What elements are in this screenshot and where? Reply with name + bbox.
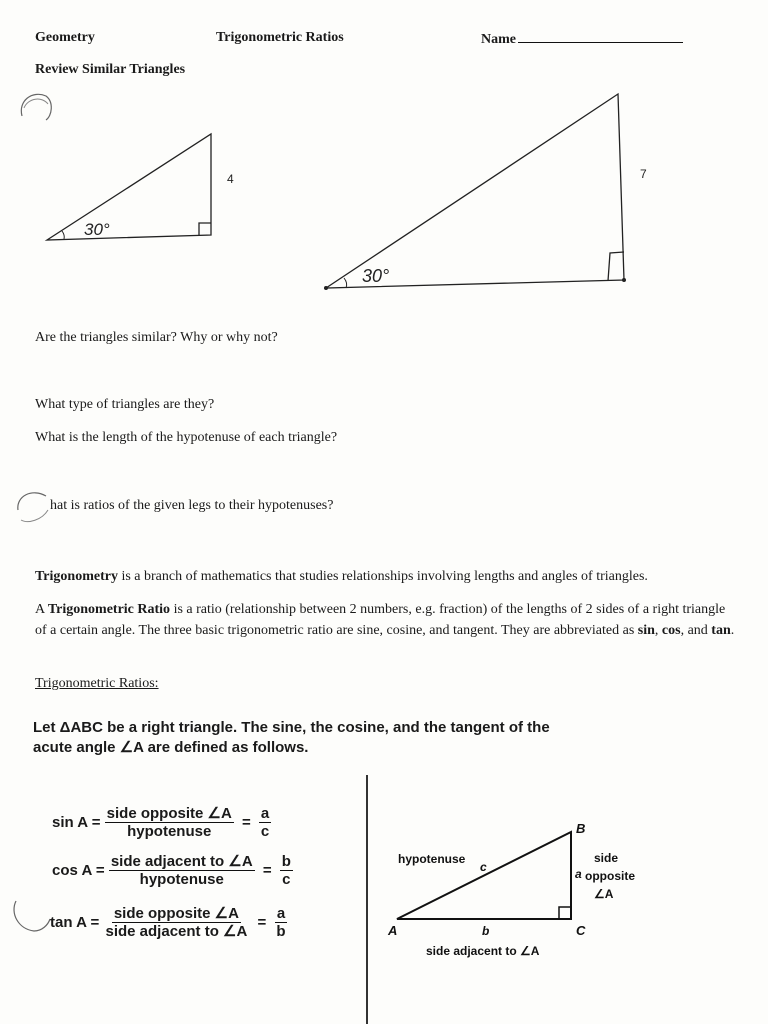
question-similar: Are the triangles similar? Why or why not? bbox=[35, 330, 278, 345]
separator: , and bbox=[680, 623, 712, 638]
side-c-label: c bbox=[480, 860, 487, 874]
hole-punch-mark bbox=[12, 484, 54, 526]
tangent-lhs: tan A = bbox=[50, 914, 100, 931]
small-triangle-figure bbox=[40, 125, 250, 255]
trigonometry-definition-text: is a branch of mathematics that studies relationships involving lengths and angles of triangles. bbox=[117, 569, 648, 584]
name-field[interactable] bbox=[481, 30, 683, 48]
trigonometry-definition bbox=[35, 566, 735, 587]
cosine-numerator: side adjacent to ∠A bbox=[110, 853, 253, 870]
abbr-tan: tan bbox=[711, 623, 731, 638]
sine-denominator: hypotenuse bbox=[127, 823, 212, 840]
intro-line-2: acute angle ∠A are defined as follows. bbox=[33, 739, 309, 756]
vertex-a-label: A bbox=[388, 923, 398, 938]
sine-fraction bbox=[105, 805, 234, 840]
abbr-sin: sin bbox=[637, 623, 655, 638]
abbr-cos: cos bbox=[661, 623, 681, 638]
large-triangle-side-label: 7 bbox=[640, 167, 647, 181]
tangent-equals: = bbox=[257, 914, 267, 931]
separator: . bbox=[730, 623, 735, 638]
side-opposite-label-2: opposite bbox=[585, 869, 635, 883]
tangent-ratio-den: b bbox=[276, 923, 286, 940]
intro-text bbox=[33, 718, 550, 758]
right-triangle-abc-diagram bbox=[380, 815, 670, 965]
ratio-prefix: A bbox=[35, 602, 48, 617]
sine-lhs: sin A = bbox=[52, 814, 101, 831]
sine-ratio-num: a bbox=[260, 805, 270, 822]
side-b-label: b bbox=[482, 924, 490, 938]
cosine-ratio-num: b bbox=[281, 853, 291, 870]
cosine-formula bbox=[52, 853, 293, 888]
trig-ratio-definition bbox=[35, 599, 735, 641]
question-hypotenuse: What is the length of the hypotenuse of each triangle? bbox=[35, 430, 338, 445]
tangent-denominator: side adjacent to ∠A bbox=[105, 923, 248, 940]
question-ratios: hat is ratios of the given legs to their hypotenuses? bbox=[50, 498, 334, 513]
side-a-label: a bbox=[575, 867, 582, 881]
hypotenuse-label: hypotenuse bbox=[398, 852, 466, 866]
small-triangle-angle: 30° bbox=[84, 220, 110, 239]
vertical-divider bbox=[366, 775, 368, 1024]
large-triangle-angle: 30° bbox=[362, 266, 390, 286]
name-label: Name bbox=[481, 32, 516, 47]
intro-line-1: Let ΔABC be a right triangle. The sine, the cosine, and the tangent of the bbox=[33, 719, 550, 736]
tangent-ratio-num: a bbox=[276, 905, 286, 922]
cosine-ratio-den: c bbox=[282, 871, 291, 888]
course-label: Geometry bbox=[35, 30, 95, 45]
question-type: What type of triangles are they? bbox=[35, 397, 215, 412]
small-triangle-side-label: 4 bbox=[227, 172, 234, 186]
name-blank-line[interactable] bbox=[518, 30, 683, 43]
side-opposite-label-1: side bbox=[594, 851, 619, 865]
cosine-fraction bbox=[109, 853, 255, 888]
ratio-definition-text: is a ratio (relationship between 2 numbers, e.g. fraction) of the lengths of 2 sides of a right triangle of a certain angle. The three basic trigonometric ratio are sine, cosine, and tangent. They are abbreviated as bbox=[35, 602, 726, 638]
sine-formula bbox=[52, 805, 271, 840]
hole-punch-mark bbox=[14, 86, 56, 128]
ratio-term: Trigonometric Ratio bbox=[47, 602, 171, 617]
side-adjacent-label: side adjacent to ∠A bbox=[426, 944, 540, 958]
tangent-fraction bbox=[104, 905, 250, 940]
tangent-formula bbox=[50, 905, 288, 940]
hole-punch-mark bbox=[8, 893, 52, 937]
sine-numerator: side opposite ∠A bbox=[106, 805, 232, 822]
cosine-equals: = bbox=[262, 862, 272, 879]
trig-ratios-heading: Trigonometric Ratios: bbox=[35, 676, 159, 691]
sine-ratio-den: c bbox=[260, 823, 270, 840]
trigonometry-term: Trigonometry bbox=[35, 569, 118, 584]
vertex-c-label: C bbox=[576, 923, 586, 938]
vertex-b-label: B bbox=[576, 821, 586, 836]
tangent-numerator: side opposite ∠A bbox=[113, 905, 239, 922]
sine-equals: = bbox=[241, 814, 251, 831]
cosine-denominator: hypotenuse bbox=[139, 871, 224, 888]
tangent-ratio bbox=[274, 905, 287, 940]
worksheet-title: Trigonometric Ratios bbox=[216, 30, 344, 45]
side-opposite-label-3: ∠A bbox=[594, 887, 614, 901]
sine-ratio bbox=[259, 805, 271, 840]
separator: , bbox=[654, 623, 662, 638]
cosine-lhs: cos A = bbox=[52, 862, 105, 879]
section-title: Review Similar Triangles bbox=[35, 62, 186, 77]
large-triangle-figure bbox=[318, 88, 658, 298]
cosine-ratio bbox=[280, 853, 293, 888]
